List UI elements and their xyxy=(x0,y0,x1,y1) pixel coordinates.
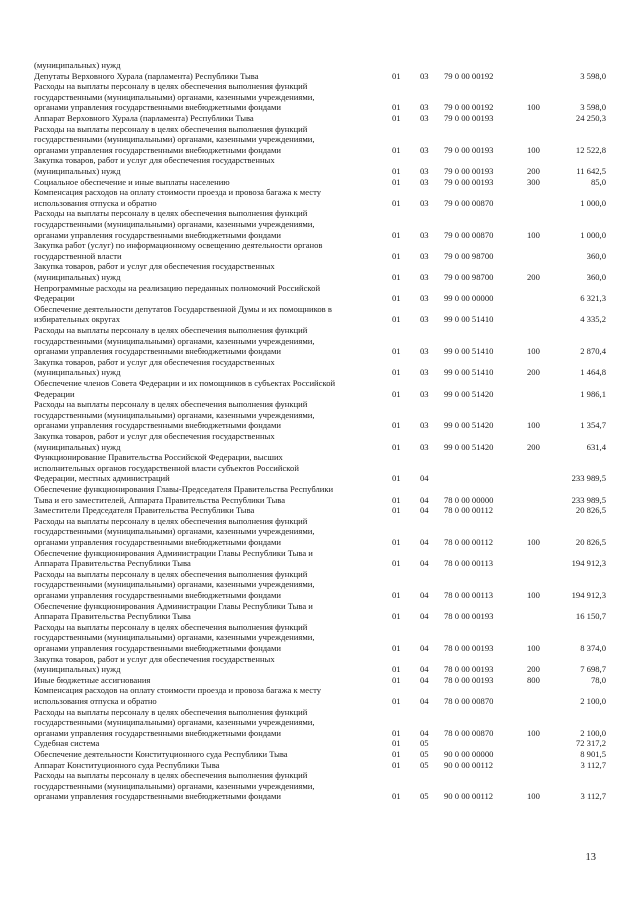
row-name-line: государственными (муниципальными) органами, казенными учреждениями, xyxy=(34,717,315,728)
target-article-code: 79 0 00 98700 xyxy=(444,271,494,282)
expense-type-code: 300 xyxy=(527,176,540,187)
target-article-code: 99 0 00 00000 xyxy=(444,293,494,304)
row-name-line: Тыва и его заместителей, Аппарата Правительства Республики Тыва xyxy=(34,494,286,505)
amount: 20 826,5 xyxy=(575,505,606,516)
section-code: 01 xyxy=(392,271,401,282)
amount: 2 870,4 xyxy=(580,346,606,357)
table-row xyxy=(0,240,640,261)
row-name-line: органами управления государственными внебюджетными фондами xyxy=(34,536,282,547)
amount: 12 522,8 xyxy=(575,144,606,155)
section-code: 01 xyxy=(392,113,401,123)
table-row xyxy=(0,770,640,802)
target-article-code: 78 0 00 00112 xyxy=(444,505,494,516)
target-article-code: 79 0 00 00193 xyxy=(444,144,494,155)
row-name-line: органами управления государственными внебюджетными фондами xyxy=(34,642,282,653)
row-name-line: государственными (муниципальными) органами, казенными учреждениями, xyxy=(34,579,315,590)
amount: 1 000,0 xyxy=(580,229,606,240)
expense-type-code: 100 xyxy=(527,642,540,653)
row-name-line: органами управления государственными внебюджетными фондами xyxy=(34,420,282,431)
subsection-code: 03 xyxy=(420,293,429,304)
table-row xyxy=(0,155,640,176)
row-name-line: Расходы на выплаты персоналу в целях обеспечения выполнения функций xyxy=(34,208,308,219)
table-row xyxy=(0,707,640,739)
subsection-code: 03 xyxy=(420,367,429,378)
amount: 11 642,5 xyxy=(576,165,606,176)
section-code: 01 xyxy=(392,367,401,378)
table-row xyxy=(0,187,640,208)
target-article-code: 79 0 00 00193 xyxy=(444,165,494,176)
subsection-code: 05 xyxy=(420,791,429,802)
target-article-code: 78 0 00 00193 xyxy=(444,611,494,622)
section-code: 01 xyxy=(392,505,401,516)
row-name xyxy=(34,60,386,71)
section-code: 01 xyxy=(392,695,401,706)
row-name-line: Обеспечение членов Совета Федерации и их помощников в субъектах Российской xyxy=(34,378,336,388)
table-row xyxy=(0,516,640,548)
row-name xyxy=(34,325,386,357)
subsection-code: 04 xyxy=(420,473,429,484)
target-article-code: 99 0 00 51420 xyxy=(444,441,494,452)
row-name-line: (муниципальных) нужд xyxy=(34,165,121,176)
expense-type-code: 100 xyxy=(527,420,540,431)
row-name-line: государственными (муниципальными) органами, казенными учреждениями, xyxy=(34,409,315,420)
table-row xyxy=(0,60,640,71)
section-code: 01 xyxy=(392,441,401,452)
expense-type-code: 100 xyxy=(527,727,540,738)
row-name-line: органами управления государственными внебюджетными фондами xyxy=(34,791,282,802)
amount: 1 986,1 xyxy=(580,388,606,399)
row-name-line: Расходы на выплаты персоналу в целях обеспечения выполнения функций xyxy=(34,706,308,717)
row-name-line: Федерации xyxy=(34,293,75,304)
row-name xyxy=(34,431,386,452)
subsection-code: 03 xyxy=(420,271,429,282)
row-name xyxy=(34,283,386,304)
table-row xyxy=(0,548,640,569)
section-code: 01 xyxy=(392,346,401,357)
row-name xyxy=(34,601,386,622)
target-article-code: 99 0 00 51420 xyxy=(444,388,494,399)
table-row xyxy=(0,113,640,124)
subsection-code: 04 xyxy=(420,536,429,547)
row-name xyxy=(34,452,386,484)
section-code: 01 xyxy=(392,250,401,261)
row-name xyxy=(34,81,386,113)
subsection-code: 03 xyxy=(420,70,429,81)
row-name xyxy=(34,484,386,505)
target-article-code: 79 0 00 98700 xyxy=(444,250,494,261)
row-name-line: государственными (муниципальными) органами, казенными учреждениями, xyxy=(34,218,315,229)
amount: 3 598,0 xyxy=(580,102,606,113)
amount: 3 112,7 xyxy=(580,791,606,802)
target-article-code: 99 0 00 51420 xyxy=(444,420,494,431)
subsection-code: 03 xyxy=(420,346,429,357)
section-code: 01 xyxy=(392,229,401,240)
section-code: 01 xyxy=(392,759,401,770)
amount: 1 464,8 xyxy=(580,367,606,378)
target-article-code: 99 0 00 51410 xyxy=(444,346,494,357)
subsection-code: 03 xyxy=(420,165,429,176)
row-name-line: Аппарат Конституционного суда Республики Тыва xyxy=(34,759,220,770)
expense-type-code: 800 xyxy=(527,674,540,685)
subsection-code: 04 xyxy=(420,558,429,569)
amount: 233 989,5 xyxy=(571,473,606,484)
row-name xyxy=(34,124,386,156)
amount: 1 354,7 xyxy=(580,420,606,431)
section-code: 01 xyxy=(392,144,401,155)
subsection-code: 04 xyxy=(420,695,429,706)
table-row xyxy=(0,304,640,325)
section-code: 01 xyxy=(392,293,401,304)
row-name-line: Расходы на выплаты персоналу в целях обеспечения выполнения функций xyxy=(34,399,308,410)
table-row xyxy=(0,283,640,304)
row-name-line: Заместители Председателя Правительства Республики Тыва xyxy=(34,505,255,516)
amount: 3 598,0 xyxy=(580,70,606,81)
section-code: 01 xyxy=(392,388,401,399)
row-name xyxy=(34,155,386,176)
expense-type-code: 100 xyxy=(527,102,540,113)
row-name-line: Функционирование Правительства Российской Федерации, высших xyxy=(34,452,283,463)
amount: 631,4 xyxy=(586,441,606,452)
amount: 6 321,3 xyxy=(580,293,606,304)
row-name-line: Расходы на выплаты персоналу в целях обеспечения выполнения функций xyxy=(34,81,308,92)
section-code: 01 xyxy=(392,536,401,547)
subsection-code: 04 xyxy=(420,727,429,738)
row-name-line: Обеспечение функционирования Администрации Главы Республики Тыва и xyxy=(34,600,313,611)
target-article-code: 78 0 00 00113 xyxy=(444,558,494,569)
row-name-line: (муниципальных) нужд xyxy=(34,367,121,378)
table-row xyxy=(0,81,640,113)
amount: 194 912,3 xyxy=(571,589,606,600)
row-name-line: Аппарата Правительства Республики Тыва xyxy=(34,558,191,569)
row-name xyxy=(34,548,386,569)
row-name-line: Компенсация расходов на оплату стоимости проезда и провоза багажа к месту xyxy=(34,685,322,696)
target-article-code: 79 0 00 00870 xyxy=(444,229,494,240)
amount: 20 826,5 xyxy=(575,536,606,547)
amount: 3 112,7 xyxy=(580,759,606,770)
row-name-line: Закупка работ (услуг) по информационному освещению деятельности органов xyxy=(34,240,323,251)
row-name-line: Социальное обеспечение и иные выплаты населению xyxy=(34,176,230,187)
subsection-code: 03 xyxy=(420,441,429,452)
table-row xyxy=(0,261,640,282)
row-name-line: органами управления государственными внебюджетными фондами xyxy=(34,102,282,113)
table-row xyxy=(0,325,640,357)
target-article-code: 78 0 00 00193 xyxy=(444,674,494,685)
table-row xyxy=(0,452,640,484)
row-name-line: избирательных округах xyxy=(34,314,121,325)
target-article-code: 78 0 00 00193 xyxy=(444,642,494,653)
row-name xyxy=(34,707,386,739)
section-code: 01 xyxy=(392,420,401,431)
page-number: 13 xyxy=(585,852,596,863)
target-article-code: 78 0 00 00113 xyxy=(444,589,494,600)
table-row xyxy=(0,569,640,601)
subsection-code: 04 xyxy=(420,505,429,516)
subsection-code: 03 xyxy=(420,197,429,208)
subsection-code: 03 xyxy=(420,144,429,155)
row-name-line: Аппарата Правительства Республики Тыва xyxy=(34,611,191,622)
table-row xyxy=(0,654,640,675)
section-code: 01 xyxy=(392,727,401,738)
subsection-code: 03 xyxy=(420,229,429,240)
table-row xyxy=(0,738,640,749)
subsection-code: 04 xyxy=(420,674,429,685)
table-row xyxy=(0,177,640,188)
subsection-code: 04 xyxy=(420,664,429,675)
table-row xyxy=(0,749,640,760)
row-name-line: Федерации xyxy=(34,388,75,399)
row-name-line: (муниципальных) нужд xyxy=(34,441,121,452)
section-code: 01 xyxy=(392,558,401,569)
row-name-line: Депутаты Верховного Хурала (парламента) Республики Тыва xyxy=(34,70,259,81)
table-row xyxy=(0,208,640,240)
amount: 24 250,3 xyxy=(575,113,606,123)
amount: 4 335,2 xyxy=(580,314,606,325)
row-name-line: исполнительных органов государственной власти субъектов Российской xyxy=(34,462,299,473)
row-name-line: использования отпуска и обратно xyxy=(34,695,157,706)
row-name xyxy=(34,622,386,654)
subsection-code: 03 xyxy=(420,176,429,187)
section-code: 01 xyxy=(392,176,401,187)
row-name-line: Расходы на выплаты персоналу в целях обеспечения выполнения функций xyxy=(34,515,308,526)
row-name-line: Иные бюджетные ассигнования xyxy=(34,674,151,685)
table-row xyxy=(0,760,640,771)
row-name xyxy=(34,738,386,749)
section-code: 01 xyxy=(392,642,401,653)
target-article-code: 78 0 00 00112 xyxy=(444,536,494,547)
expense-type-code: 100 xyxy=(527,536,540,547)
row-name-line: государственными (муниципальными) органами, казенными учреждениями, xyxy=(34,632,315,643)
amount: 360,0 xyxy=(586,271,606,282)
table-row xyxy=(0,378,640,399)
row-name-line: Обеспечение деятельности Конституционного суда Республики Тыва xyxy=(34,749,288,759)
row-name-line: Расходы на выплаты персоналу в целях обеспечения выполнения функций xyxy=(34,325,308,335)
table-row xyxy=(0,357,640,378)
row-name xyxy=(34,304,386,325)
row-name-line: (муниципальных) нужд xyxy=(34,60,121,70)
amount: 72 317,2 xyxy=(575,738,606,749)
target-article-code: 78 0 00 00870 xyxy=(444,727,494,738)
row-name xyxy=(34,675,386,686)
expense-type-code: 100 xyxy=(527,229,540,240)
subsection-code: 04 xyxy=(420,494,429,505)
amount: 1 000,0 xyxy=(580,197,606,208)
row-name-line: Расходы на выплаты персоналу в целях обеспечения выполнения функций xyxy=(34,770,308,781)
section-code: 01 xyxy=(392,314,401,325)
table-row xyxy=(0,71,640,82)
section-code: 01 xyxy=(392,165,401,176)
table-row xyxy=(0,505,640,516)
table-row xyxy=(0,622,640,654)
row-name-line: органами управления государственными внебюджетными фондами xyxy=(34,346,282,357)
section-code: 01 xyxy=(392,589,401,600)
row-name-line: государственными (муниципальными) органами, казенными учреждениями, xyxy=(34,780,315,791)
row-name-line: Расходы на выплаты персоналу в целях обеспечения выполнения функций xyxy=(34,621,308,632)
row-name xyxy=(34,654,386,675)
subsection-code: 03 xyxy=(420,314,429,325)
row-name-line: Обеспечение деятельности депутатов Государственной Думы и их помощников в xyxy=(34,303,332,314)
row-name-line: Закупка товаров, работ и услуг для обеспечения государственных xyxy=(34,155,275,166)
target-article-code: 79 0 00 00192 xyxy=(444,70,494,81)
row-name-line: Непрограммные расходы на реализацию переданных полномочий Российской xyxy=(34,282,321,293)
section-code: 01 xyxy=(392,473,401,484)
row-name-line: государственными (муниципальными) органами, казенными учреждениями, xyxy=(34,526,315,537)
row-name xyxy=(34,261,386,282)
row-name-line: Обеспечение функционирования Главы-Председателя Правительства Республики xyxy=(34,484,334,494)
row-name xyxy=(34,685,386,706)
row-name-line: Компенсация расходов на оплату стоимости проезда и провоза багажа к месту xyxy=(34,187,322,198)
table-row xyxy=(0,685,640,706)
subsection-code: 05 xyxy=(420,738,429,749)
row-name-line: Закупка товаров, работ и услуг для обеспечения государственных xyxy=(34,431,275,441)
target-article-code: 78 0 00 00000 xyxy=(444,494,494,505)
row-name-line: Обеспечение функционирования Администрации Главы Республики Тыва и xyxy=(34,547,313,558)
section-code: 01 xyxy=(392,664,401,675)
row-name-line: Аппарат Верховного Хурала (парламента) Республики Тыва xyxy=(34,113,254,123)
target-article-code: 78 0 00 00193 xyxy=(444,664,494,675)
section-code: 01 xyxy=(392,197,401,208)
expense-type-code: 100 xyxy=(527,144,540,155)
row-name-line: использования отпуска и обратно xyxy=(34,197,157,208)
row-name-line: государственными (муниципальными) органами, казенными учреждениями, xyxy=(34,335,315,346)
row-name-line: Судебная система xyxy=(34,738,100,749)
amount: 360,0 xyxy=(586,250,606,261)
row-name xyxy=(34,240,386,261)
row-name xyxy=(34,177,386,188)
row-name xyxy=(34,208,386,240)
row-name-line: органами управления государственными внебюджетными фондами xyxy=(34,727,282,738)
row-name-line: органами управления государственными внебюджетными фондами xyxy=(34,589,282,600)
expense-type-code: 100 xyxy=(527,791,540,802)
section-code: 01 xyxy=(392,791,401,802)
expense-type-code: 200 xyxy=(527,664,540,675)
row-name-line: Закупка товаров, работ и услуг для обеспечения государственных xyxy=(34,261,275,272)
subsection-code: 03 xyxy=(420,250,429,261)
subsection-code: 04 xyxy=(420,589,429,600)
amount: 85,0 xyxy=(590,176,606,187)
expense-type-code: 100 xyxy=(527,589,540,600)
row-name-line: (муниципальных) нужд xyxy=(34,271,121,282)
target-article-code: 99 0 00 51410 xyxy=(444,367,494,378)
target-article-code: 90 0 00 00000 xyxy=(444,749,494,759)
subsection-code: 03 xyxy=(420,102,429,113)
amount: 8 374,0 xyxy=(580,642,606,653)
section-code: 01 xyxy=(392,674,401,685)
row-name-line: органами управления государственными внебюджетными фондами xyxy=(34,229,282,240)
row-name xyxy=(34,749,386,760)
row-name-line: Расходы на выплаты персоналу в целях обеспечения выполнения функций xyxy=(34,568,308,579)
row-name-line: (муниципальных) нужд xyxy=(34,664,121,675)
row-name xyxy=(34,760,386,771)
target-article-code: 79 0 00 00870 xyxy=(444,197,494,208)
row-name-line: Расходы на выплаты персоналу в целях обеспечения выполнения функций xyxy=(34,123,308,134)
expense-type-code: 200 xyxy=(527,441,540,452)
section-code: 01 xyxy=(392,102,401,113)
table-row xyxy=(0,124,640,156)
expense-type-code: 200 xyxy=(527,367,540,378)
target-article-code: 79 0 00 00193 xyxy=(444,113,494,123)
row-name xyxy=(34,113,386,124)
row-name xyxy=(34,569,386,601)
amount: 8 901,5 xyxy=(580,749,606,759)
table-row xyxy=(0,675,640,686)
target-article-code: 90 0 00 00112 xyxy=(444,759,494,770)
amount: 194 912,3 xyxy=(571,558,606,569)
amount: 16 150,7 xyxy=(575,611,606,622)
row-name-line: государственными (муниципальными) органами, казенными учреждениями, xyxy=(34,134,315,145)
row-name xyxy=(34,505,386,516)
subsection-code: 03 xyxy=(420,113,429,123)
row-name xyxy=(34,399,386,431)
section-code: 01 xyxy=(392,738,401,749)
row-name xyxy=(34,770,386,802)
table-row xyxy=(0,601,640,622)
row-name xyxy=(34,357,386,378)
row-name-line: органами управления государственными внебюджетными фондами xyxy=(34,144,282,155)
section-code: 01 xyxy=(392,611,401,622)
expense-type-code: 100 xyxy=(527,346,540,357)
expense-type-code: 200 xyxy=(527,165,540,176)
amount: 2 100,0 xyxy=(580,727,606,738)
target-article-code: 99 0 00 51410 xyxy=(444,314,494,325)
target-article-code: 78 0 00 00870 xyxy=(444,695,494,706)
row-name-line: Закупка товаров, работ и услуг для обеспечения государственных xyxy=(34,356,275,367)
subsection-code: 03 xyxy=(420,388,429,399)
table-row xyxy=(0,484,640,505)
amount: 7 698,7 xyxy=(580,664,606,675)
row-name xyxy=(34,71,386,82)
subsection-code: 04 xyxy=(420,611,429,622)
table-row xyxy=(0,399,640,431)
row-name-line: государственными (муниципальными) органами, казенными учреждениями, xyxy=(34,91,315,102)
section-code: 01 xyxy=(392,494,401,505)
target-article-code: 79 0 00 00192 xyxy=(444,102,494,113)
expense-type-code: 200 xyxy=(527,271,540,282)
row-name xyxy=(34,378,386,399)
target-article-code: 79 0 00 00193 xyxy=(444,176,494,187)
row-name xyxy=(34,516,386,548)
amount: 233 989,5 xyxy=(571,494,606,505)
subsection-code: 05 xyxy=(420,749,429,759)
amount: 2 100,0 xyxy=(580,695,606,706)
subsection-code: 03 xyxy=(420,420,429,431)
table-row xyxy=(0,431,640,452)
target-article-code: 90 0 00 00112 xyxy=(444,791,494,802)
row-name-line: государственной власти xyxy=(34,250,122,261)
subsection-code: 04 xyxy=(420,642,429,653)
section-code: 01 xyxy=(392,749,401,759)
amount: 78,0 xyxy=(590,674,606,685)
row-name xyxy=(34,187,386,208)
row-name-line: Закупка товаров, работ и услуг для обеспечения государственных xyxy=(34,653,275,664)
section-code: 01 xyxy=(392,70,401,81)
row-name-line: Федерации, местных администраций xyxy=(34,473,170,484)
subsection-code: 05 xyxy=(420,759,429,770)
